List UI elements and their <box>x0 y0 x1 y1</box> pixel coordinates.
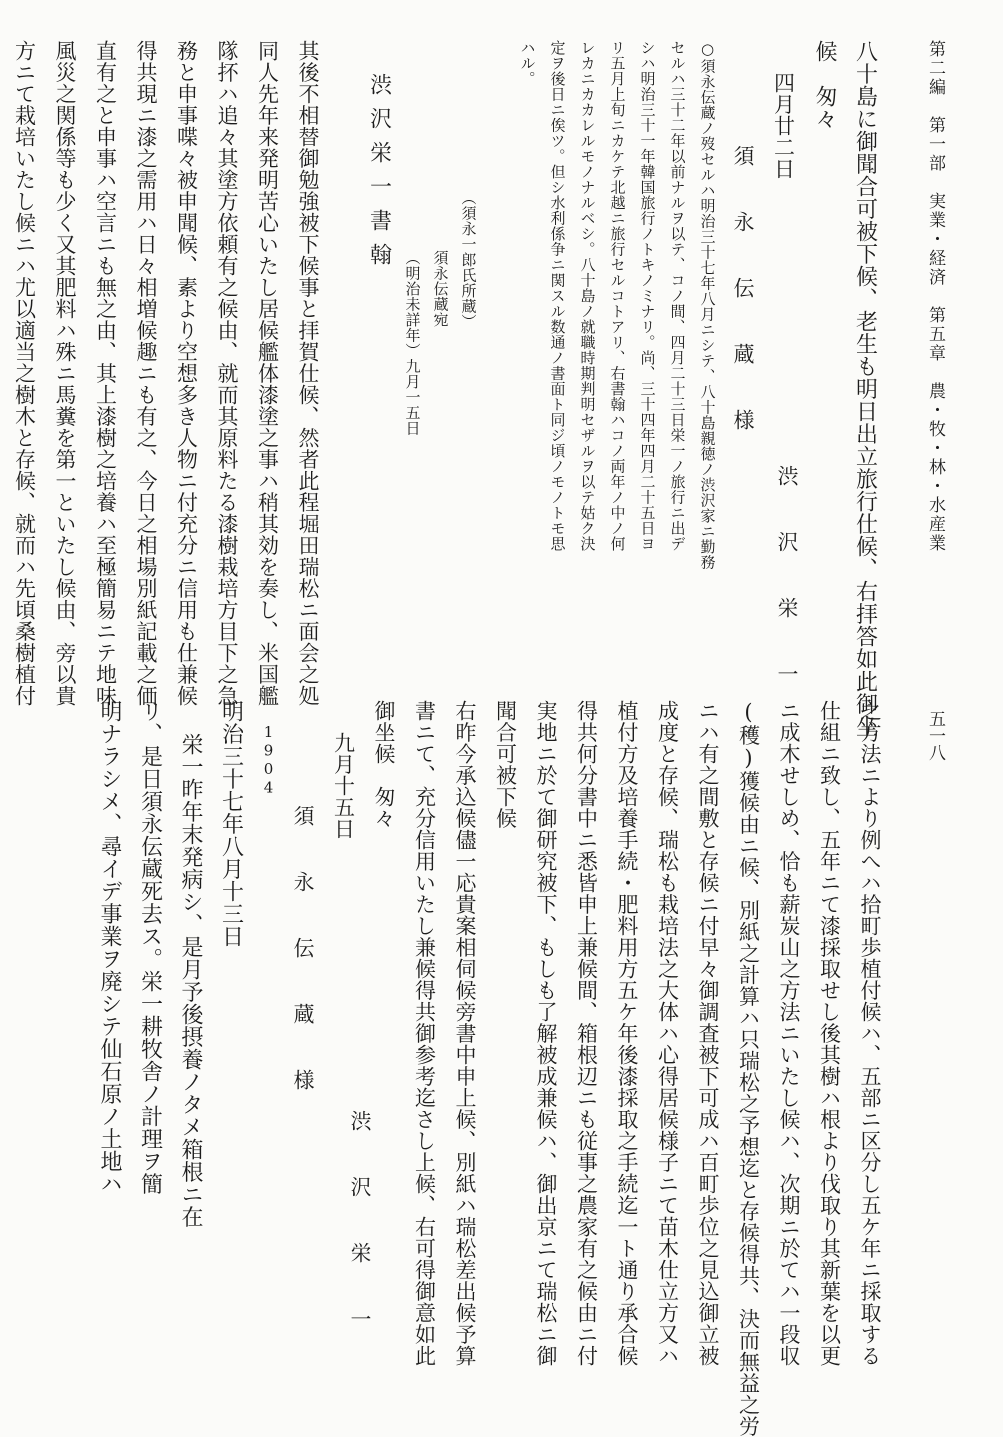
cont-line-4: (穫)獲候由ニ候、別紙之計算ハ只瑞松之予想迄と存候得共、決而無益之労 <box>736 700 761 1437</box>
cont-line-1: 之方法ニより例へハ拾町歩植付候ハ、五部ニ区分し五ケ年ニ採取する <box>858 700 882 1367</box>
letter2-line-5: 得共現ニ漆之需用ハ日々相増候趣ニも有之、今日之相場別紙記載之価 <box>134 40 158 707</box>
letter2-line-8: 方ニて栽培いたし候ニハ尤以適当之樹木と存候、就而ハ先頃桑樹植付 <box>12 40 37 707</box>
note-line-5: レカニカカレルモノナルベシ。八十島ノ就職時期判明セザルヲ以テ姑ク決 <box>578 40 597 552</box>
letter1-addressee: 須 永 伝 蔵 様 <box>731 145 755 442</box>
diary-line-2: リ、是日須永伝蔵死去ス。栄一耕牧舎ノ計理ヲ簡 <box>137 700 163 1195</box>
cont-line-9: 実地ニ於て御研究被下、もしも了解被成兼候ハ、御出京ニて瑞松ニ御 <box>534 700 558 1367</box>
letter2-sender: 渋 沢 栄 一 <box>348 1110 372 1341</box>
letter1-sender: 渋 沢 栄 一 <box>775 465 799 696</box>
running-head: 第二編 第一部 実業・経済 第五章 農・牧・林・水産業 <box>925 40 945 553</box>
letter2-title-date: （明治未詳年）九月一五日 <box>403 250 422 436</box>
note-line-4: リ五月上旬ニカケテ北越ニ旅行セルコトアリ、右書翰ハコノ両年ノ中ノ何 <box>608 40 627 552</box>
letter2-title: 渋沢栄一書翰 <box>366 73 392 277</box>
cont-line-8: 得共何分書中ニ悉皆申上兼候間、箱根辺ニも従事之農家有之候由ニ付 <box>574 700 599 1367</box>
letter1-line-1: 八十島に御聞合可被下候、老生も明日出立旅行仕候、右拝答如此御坐 <box>852 40 878 738</box>
note-line-6: 定ヲ後日ニ俟ツ。但シ水利係争ニ関スル数通ノ書面ト同ジ頃ノモノトモ思 <box>548 40 567 552</box>
diary-line-3: 明ナラシメ、尋イデ事業ヲ廃シテ仙石原ノ土地ハ <box>97 700 122 1195</box>
note-line-3: シハ明治三十一年韓国旅行ノトキノミナリ。尚、三十四年四月二十五日ヨ <box>638 40 657 552</box>
note-line-7: ハル。 <box>518 40 537 87</box>
cont-line-12: 書ニて、充分信用いたし兼候得共御参考迄さし上候、右可得御意如此 <box>412 700 437 1367</box>
cont-line-5: ニハ有之間敷と存候ニ付早々御調査被下可成ハ百町歩位之見込御立被 <box>696 700 720 1367</box>
letter2-line-6: 直有之と申事ハ空言ニも無之由、其上漆樹之培養ハ至極簡易ニテ地味 <box>93 40 118 707</box>
diary-line-1: 栄一昨年末発病シ、是月予後摂養ノタメ箱根ニ在 <box>178 733 203 1228</box>
bottom-section <box>55 700 955 1437</box>
letter2-line-4: 務と申事喋々被申聞候、素より空想多き人物ニ付充分ニ信用も仕兼候 <box>174 40 199 707</box>
cont-line-11: 右昨今承込候儘一応貴案相伺候旁書中申上候、別紙ハ瑞松差出候予算 <box>453 700 477 1367</box>
cont-line-6: 成度と存候、瑞松も栽培法之大体ハ心得居候様子ニて苗木仕立方又ハ <box>655 700 680 1367</box>
cont-line-10: 聞合可被下候 <box>493 700 518 829</box>
cont-line-2: 仕組ニ致し、五年ニて漆採取せし後其樹ハ根より伐取り其新葉を以更 <box>817 700 842 1367</box>
page-number: 五一八 <box>925 710 945 761</box>
letter2-addressee-heading: 須永伝蔵宛 <box>431 250 450 328</box>
letter1-date: 四月廿二日 <box>771 71 796 179</box>
letter2-line-3: 隊抔ハ追々其塗方依頼有之候由、就而其原料たる漆樹栽培方目下之急 <box>215 40 239 707</box>
cont-line-13: 御坐候 匆々 <box>372 700 396 829</box>
note-line-2: セルハ三十二年以前ナルヲ以テ、コノ間、四月二十三日栄一ノ旅行ニ出デ <box>668 40 687 552</box>
letter2-date: 九月十五日 <box>331 731 356 839</box>
letter2-line-7: 風災之関係等も少く又其肥料ハ殊ニ馬糞を第一といたし候由、旁以貴 <box>53 40 77 707</box>
letter2-line-9 <box>0 40 4 680</box>
diary-date: 明治三十七年八月十三日 <box>218 700 244 948</box>
letter1-line-2: 候 匆々 <box>812 40 837 130</box>
cont-line-7: 植付方及培養手続・肥料用方五ケ年後漆採取之手続迄一ト通り承合候 <box>615 700 639 1367</box>
letter2-addressee: 須 永 伝 蔵 様 <box>291 805 315 1102</box>
source-note: （須永一郎氏所蔵） <box>459 190 478 330</box>
letter2-line-2: 同人先年来発明苦心いたし居候艦体漆塗之事ハ稍其効を奏し、米国艦 <box>255 40 280 707</box>
note-line-1: ○須永伝蔵ノ歿セルハ明治三十七年八月ニシテ、八十島親徳ノ渋沢家ニ勤務 <box>698 40 717 570</box>
cont-line-3: ニ成木せしめ、恰も薪炭山之方法ニいたし候ハ、次期ニ於てハ一段収 <box>777 700 801 1367</box>
western-year: 1904 <box>259 722 278 797</box>
letter2-line-1: 其後不相替御勉強被下候事と拝賀仕候、然者此程堀田瑞松ニ面会之処 <box>296 40 320 707</box>
